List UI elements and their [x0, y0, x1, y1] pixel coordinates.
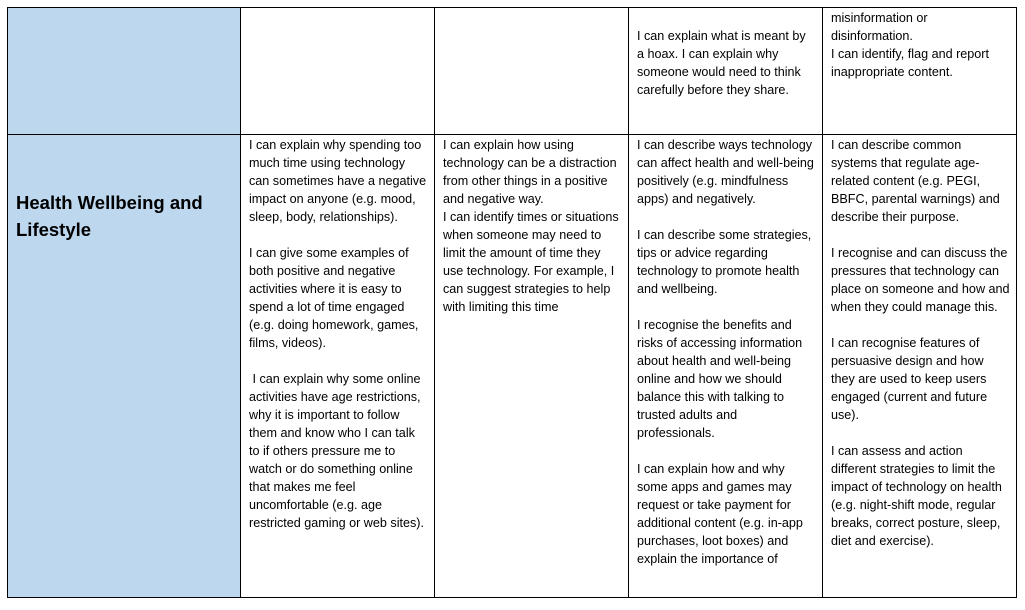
row-health-cell-1	[241, 135, 435, 597]
paragraph: I recognise and can discuss the pressures that technology can place on someone and how and when they could manage this.	[831, 246, 1010, 314]
paragraph: I can recognise features of persuasive design and how they are used to keep users engaged (current and future use).	[831, 336, 988, 422]
paragraph: I can describe ways technology can affect health and well-being positively (e.g. mindfulness apps) and negatively.	[637, 138, 814, 206]
paragraph: I can describe some strategies, tips or advice regarding technology to promote health and wellbeing.	[637, 228, 812, 296]
row-top-cell-4	[823, 8, 1016, 135]
paragraph: I can identify, flag and report inappropriate content.	[831, 47, 989, 79]
paragraph: I recognise the benefits and risks of accessing information about health and well-being online and how we should balance this with talking to trusted adults and professionals.	[637, 318, 803, 440]
paragraph: I can explain what is meant by a hoax. I can explain why someone would need to think carefully before they share.	[637, 29, 806, 97]
paragraph: I can explain how using technology can be a distraction from other things in a positive and negative way.	[443, 138, 617, 206]
paragraph: I can explain why spending too much time using technology can sometimes have a negative impact on anyone (e.g. mood, sleep, body, relationships).	[249, 138, 427, 224]
paragraph: I can explain how and why some apps and games may request or take payment for additional content (e.g. in-app purchases, loot boxes) and explain the importance of	[637, 462, 803, 566]
row-top-heading-cell	[8, 8, 241, 135]
row-top-cell-1	[241, 8, 435, 135]
paragraph: I can explain why some online activities have age restrictions, why it is important to follow them and know who I can talk to if others pressure me to watch or do something online that makes me feel uncomfortable (e.g. age restricted gaming or web sites).	[249, 372, 425, 530]
row-health-cell-3	[629, 135, 823, 597]
row-health-cell-2	[435, 135, 629, 597]
paragraph: I can assess and action different strategies to limit the impact of technology on health (e.g. night-shift mode, regular breaks, correct posture, sleep, diet and exercise).	[831, 444, 1002, 548]
paragraph: I can identify times or situations when someone may need to limit the amount of time they use technology. For example, I can suggest strategies to help with limiting this time	[443, 210, 619, 314]
paragraph: I can describe common systems that regulate age-related content (e.g. PEGI, BBFC, parental warnings) and describe their purpose.	[831, 138, 1000, 224]
row-heading: Health Wellbeing and Lifestyle	[16, 192, 203, 240]
curriculum-table	[7, 7, 1017, 598]
paragraph: misinformation or disinformation.	[831, 11, 928, 43]
paragraph: I can give some examples of both positive and negative activities where it is easy to spend a lot of time engaged (e.g. doing homework, games, films, videos).	[249, 246, 419, 350]
row-top-cell-3	[629, 8, 823, 135]
row-top-cell-2	[435, 8, 629, 135]
row-health-heading-cell	[8, 135, 241, 597]
row-health-cell-4	[823, 135, 1016, 597]
